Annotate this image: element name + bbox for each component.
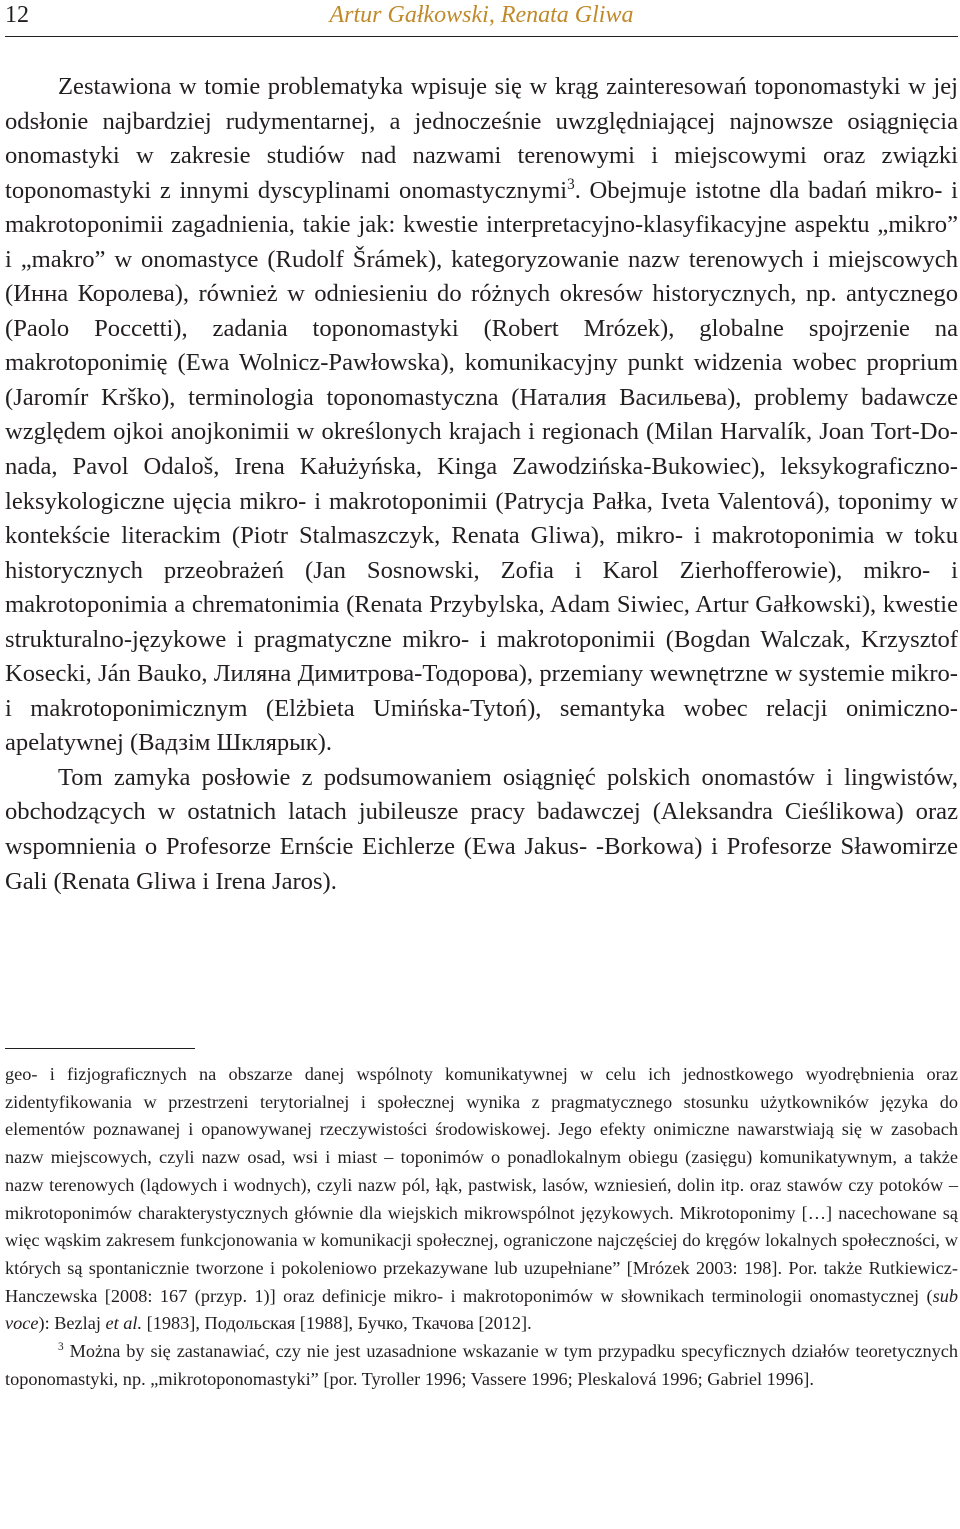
running-title: Artur Gałkowski, Renata Gliwa — [329, 2, 634, 28]
paragraph-text-continued: . Obejmuje istotne dla badań mikro- i makrotoponimii zagadnienia, takie jak: kwestie interpretacyjno-klasyfikacyjne aspektu „mikro” i „makro” w onomastyce (Rudolf Šrámek), kategoryzowanie nazw terenowych i miejscowych (Инна Королева), również w odniesieniu do różnych okresów historycznych, np. antycznego (Paolo Poccetti), zadania toponomastyki (Robert Mrózek), globalne spojrzenie na makrotoponimię (Ewa Wolnicz-Pawłowska), komunikacyjny punkt widzenia wobec proprium (Jaromír Krško), terminologia toponomastyczna (Наталия Васильева), problemy badawcze względem ojkoi anojkonimii w określonych krajach i regionach (Milan Harvalík, Joan Tort-Donada, Pavol Odaloš, Irena Kałużyńska, Kinga Zawodzińska-Bukowiec), leksykograficzno-leksykologiczne ujęcia mikro- i makrotoponimii (Patrycja Pałka, Iveta Valentová), toponimy w kontekście literackim (Piotr Stalmaszczyk, Renata Gliwa), mikro- i makrotoponimia w toku historycznych przeobrażeń (Jan Sosnowski, Zofia i Karol Zierhofferowie), mikro- i makrotoponimia a chrematonimia (Renata Przybylska, Adam Siwiec, Artur Gałkowski), kwestie strukturalno-językowe i pragmatyczne mikro- i makrotoponimii (Bogdan Walczak, Krzysztof Kosecki, Ján Bauko, Лиляна Димитрова-Тодорова), przemiany wewnętrzne w systemie mikro- i makrotoponimicznym (Elżbieta Umińska-Tytoń), semantyka wobec relacji onimiczno-apelatywnej (Вадзім Шклярык). — [5, 176, 959, 757]
footnote-3 — [5, 1338, 958, 1393]
header-rule — [5, 36, 958, 37]
footnotes — [5, 1048, 958, 1393]
footnote-text: geo- i fizjograficznych na obszarze danej wspólnoty komunikatywnej w celu ich jednostkowego wyodrębnienia oraz zidentyfikowania w przestrzeni terytorialnej i społecznej wynika z pragmatycznego stosunku użytkowników języka do elementów poznawanej i opanowywanej rzeczywistości środowiskowej. Jego efekty onimiczne nawarstwiają się w zasobach nazw miejscowych, czyli nazw osad, wsi i miast – toponimów o ponadlokalnym obiegu (zasięgu) komunikatywnym, a także nazw terenowych (lądowych i wodnych), czyli nazw pól, łąk, pastwisk, lasów, wzniesień, dolin itp. oraz stawów czy potoków – mikrotoponimów charakterystycznych głównie dla wiejskich mikrowspólnot językowych. Mikrotoponimy […] nacechowane są więc wąskim zakresem funkcjonowania w komunikacji społecznej, ograniczone najczęściej do kręgów lokalnych społeczności, w których są spontanicznie tworzone i pokoleniowo przekazywane lub uzupełniane” [Mrózek 2003: 198]. Por. także Rutkiewicz-Hanczewska [2008: 167 (przyp. 1)] oraz definicje mikro- i makrotoponimów w słownikach terminologii onomastycznej ( — [5, 1064, 958, 1306]
book-page — [5, 0, 958, 1529]
page-number: 12 — [5, 2, 29, 28]
footnote-continued — [5, 1061, 958, 1338]
footnote-text: ): Bezlaj — [38, 1313, 106, 1334]
body-paragraph — [5, 70, 958, 761]
main-text — [5, 70, 958, 899]
paragraph-text: Zestawiona w tomie problematyka wpisuje się w krąg zainteresowań toponomastyki w jej odsłonie najbardziej rudymentarnej, a jednocześnie uwzględniającej najnowsze osiągnięcia onomastyki w zakresie studiów nad nazwami terenowymi i miejscowymi oraz związki toponomastyki z innymi dyscyplinami onomastycznymi — [5, 73, 958, 204]
footnote-text: Można by się zastanawiać, czy nie jest uzasadnione wskazanie w tym przypadku specyficznych działów teoretycznych toponomastyki, np. „mikrotoponomastyki” [por. Tyroller 1996; Vassere 1996; Pleskalová 1996; Gabriel 1996]. — [5, 1341, 958, 1389]
footnote-rule — [5, 1048, 195, 1049]
body-paragraph: Tom zamyka posłowie z podsumowaniem osiągnięć polskich onomastów i lingwistów, obchodzących w ostatnich latach jubileusze pracy badawczej (Aleksandra Cieślikowa) oraz wspomnienia o Profesorze Ernście Eichlerze (Ewa Jakus- -Borkowa) i Profesorze Sławomirze Gali (Renata Gliwa i Irena Jaros). — [5, 763, 958, 895]
footnote-reference: 3 — [567, 175, 575, 193]
footnote-italic-term: et al. — [105, 1313, 143, 1334]
footnote-text: [1983], Подольская [1988], Бучко, Ткачова [2012]. — [142, 1313, 532, 1334]
footnote-number: 3 — [58, 1340, 64, 1353]
running-header — [5, 0, 958, 34]
footnote-italic-term: sub voce — [5, 1285, 958, 1334]
